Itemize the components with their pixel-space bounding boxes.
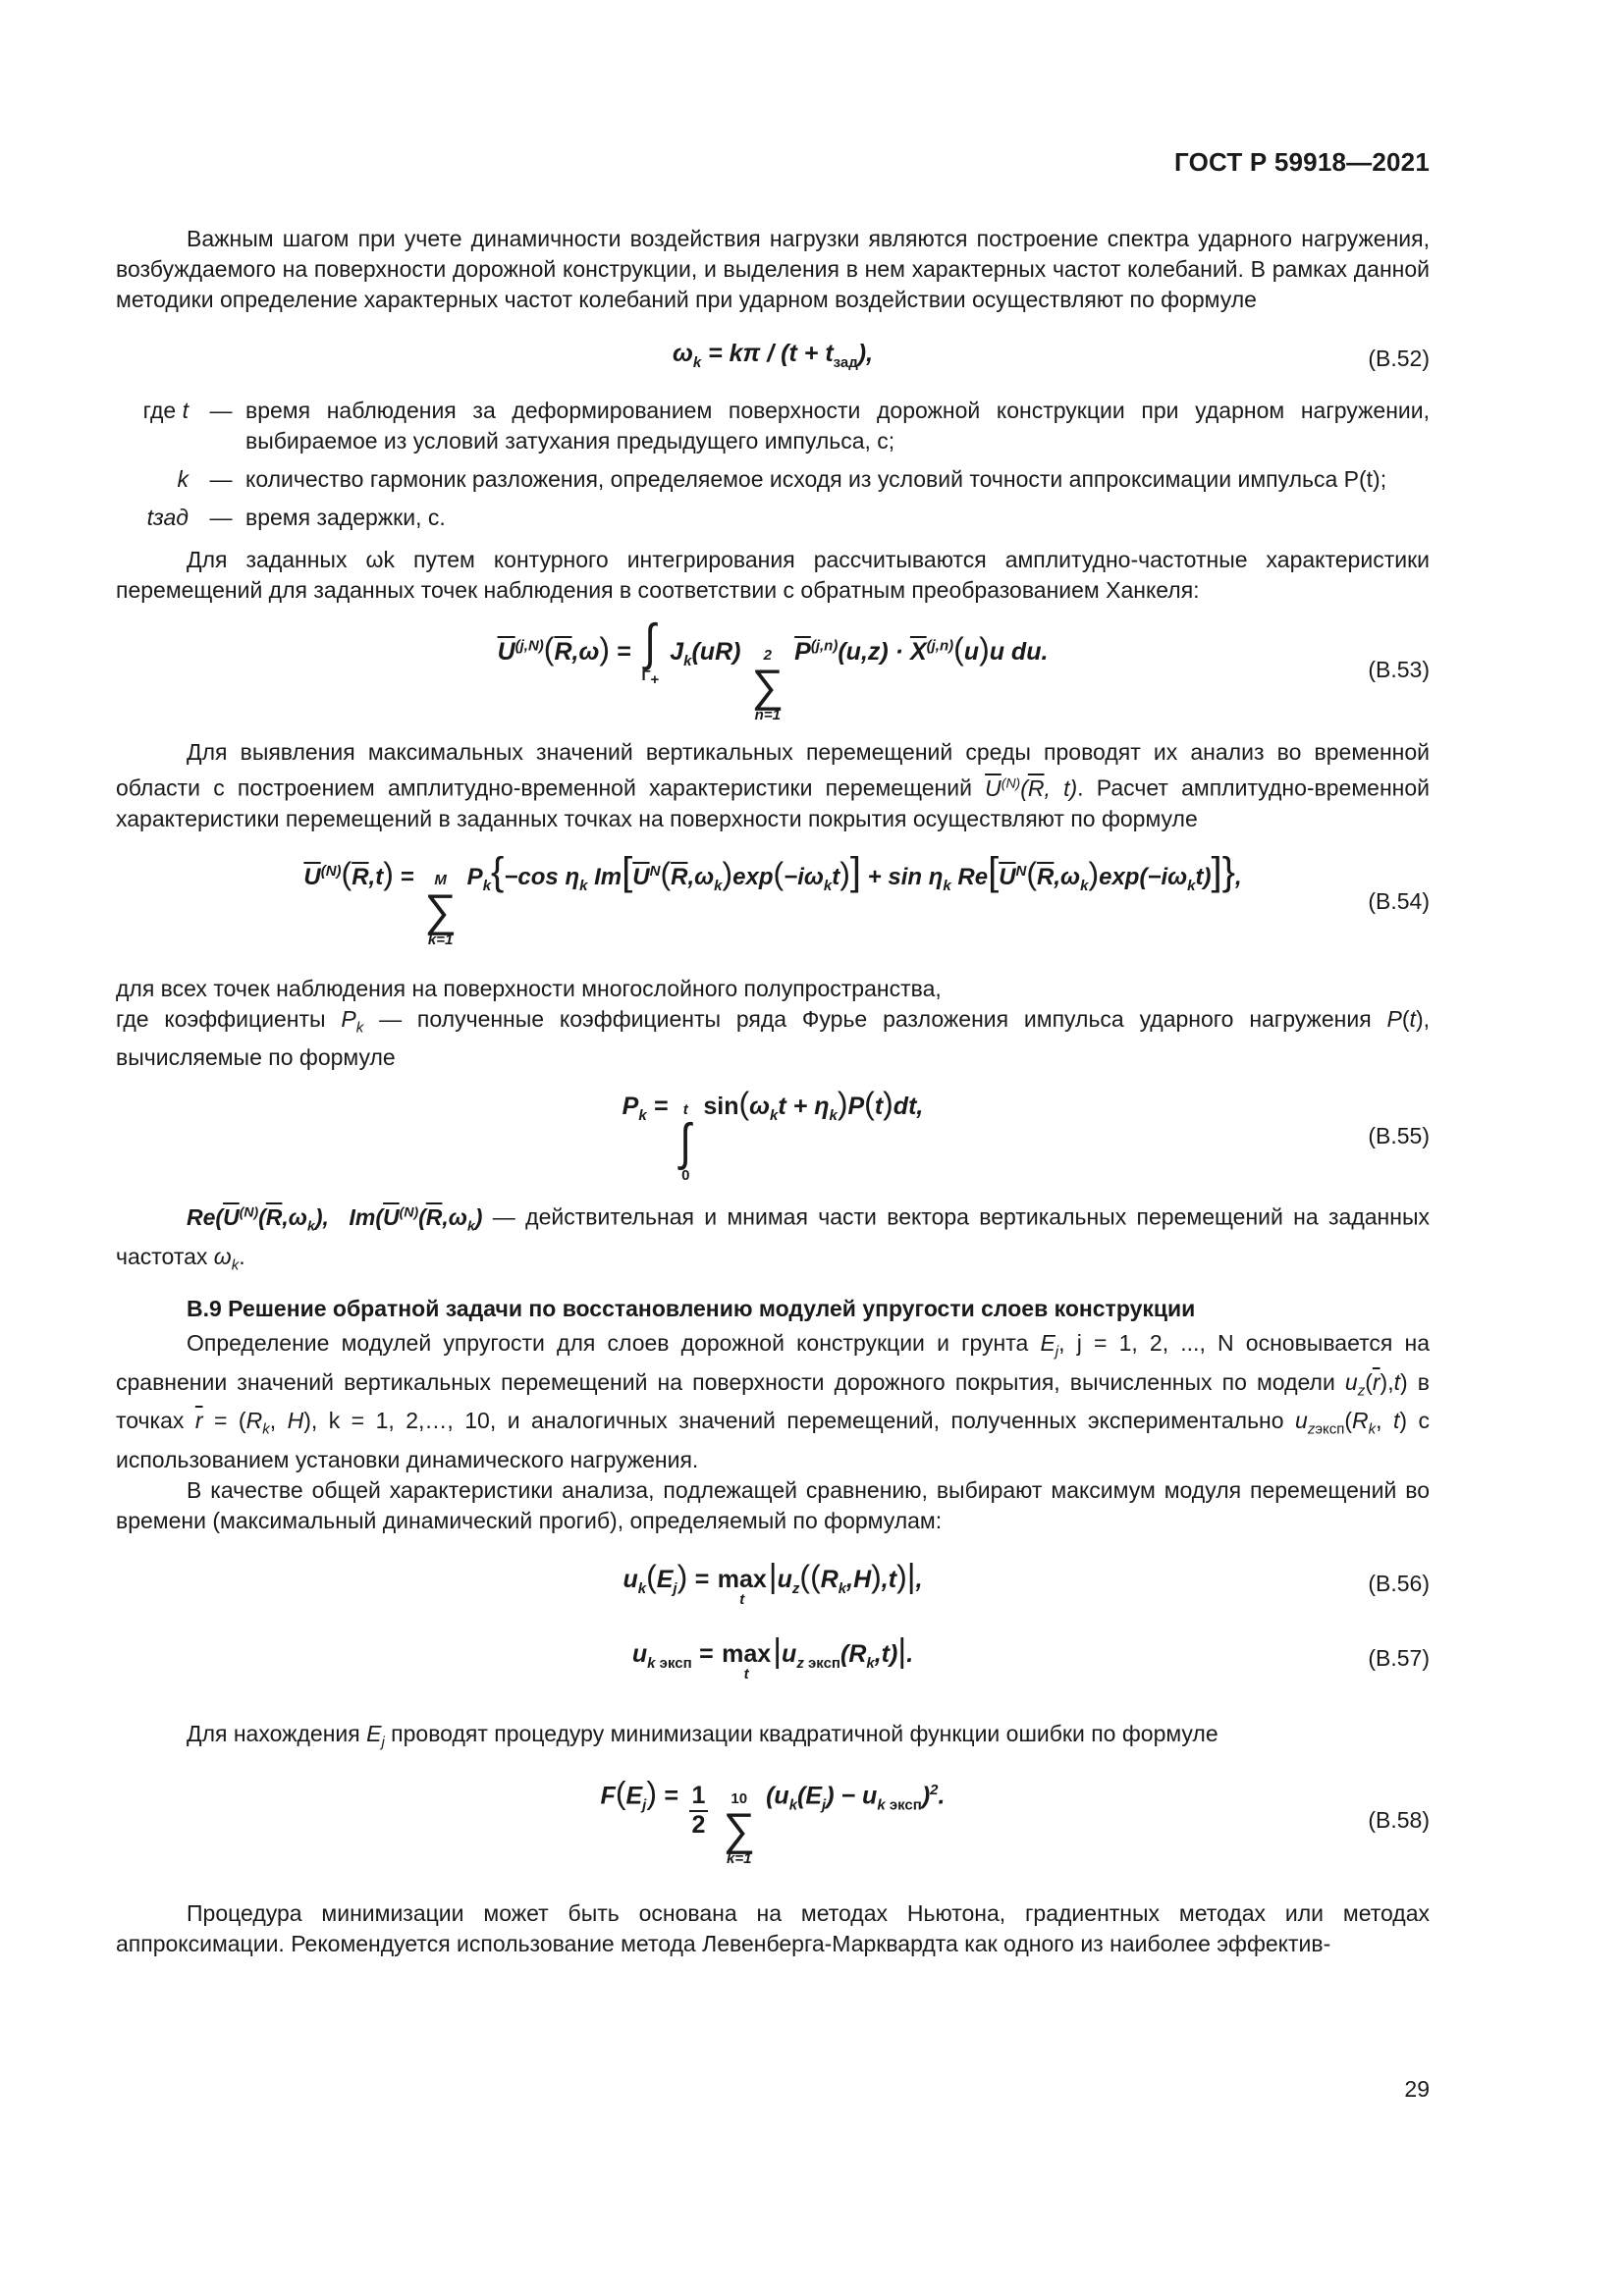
formula-b54 xyxy=(116,848,1430,956)
where-text: количество гармоник разложения, определяемое исходя из условий точности аппроксимации импульса P(t); xyxy=(245,466,1387,492)
paragraph: для всех точек наблюдения на поверхности многослойного полупространства, xyxy=(116,975,942,1001)
formula-expression: $u_{k эксп}$ = max t $|u_{z эксп}(R_k,t)|$. xyxy=(631,1631,914,1682)
where-dash: — xyxy=(209,398,233,423)
formula-b58 xyxy=(116,1771,1430,1869)
formula-expression: $F(E_j)$ = $\frac{1}{2}$ 10 ∑ k=1 $(u_k(E_j) - u_{k эксп})^2$. xyxy=(600,1775,946,1868)
formula-b53 xyxy=(116,614,1430,723)
paragraph: Для заданных ωk путем контурного интегрирования рассчитываются амплитудно-частотные характеристики перемещений для заданных точек наблюдения в соответствии с обратным преобразованием Ханкеля: xyxy=(116,547,1430,603)
paragraph: В качестве общей характеристики анализа, подлежащей сравнению, выбирают максимум модуля перемещений во времени (максимальный динамический прогиб), определяемый по формулам: xyxy=(116,1476,1430,1533)
page-body xyxy=(116,224,1430,1959)
where-dash: — xyxy=(209,466,233,492)
where-symbol: tзад xyxy=(146,505,189,530)
formula-expression: $\overline{U}^{(j,N)}(\overline{R},\omega)$ = ∫ $\Gamma_+$ $J_k(uR)$ 2 ∑ n=1 $\overline{P}^{(j,n)}(u,z) \cdot \overline{X}^{(j,n)}(u)u$ du. xyxy=(497,614,1049,723)
formula-number: (В.57) xyxy=(1368,1645,1430,1672)
paragraph: Для выявления максимальных значений вертикальных перемещений среды проводят их анализ во временной области с построением амплитудно-временной характеристики перемещений $\overline{U}^{(N)}(\overline{R}$, t). Расчет амплитудно-временной характеристики перемещений в заданных точках на поверхности покрытия осуществляют по формуле xyxy=(116,739,1430,831)
where-block xyxy=(116,396,1430,533)
formula-b56 xyxy=(116,1550,1430,1619)
section-title: В.9 Решение обратной задачи по восстановлению модулей упругости слоев конструкции xyxy=(187,1296,1196,1322)
formula-expression: $P_k$ = t ∫ 0 $\sin(\omega_kt + \eta_k)P(t)dt$, xyxy=(622,1086,924,1185)
paragraph: $Re(\overline{U}^{(N)}(\overline{R},\omega_k)$, $Im(\overline{U}^{(N)}(\overline{R},\omega_k)$ — действительная и мнимая части вектора вертикальных перемещений на заданных частотах $\omega_k$. xyxy=(116,1203,1430,1274)
where-symbol: k xyxy=(177,466,189,492)
paragraph: Важным шагом при учете динамичности воздействия нагрузки являются построение спектра ударного нагружения, возбуждаемого на поверхности дорожной конструкции, и выделения в нем характерных частот колебаний. В рамках данной методики определение характерных частот колебаний при ударном воздействии осуществляют по формуле xyxy=(116,226,1430,312)
formula-number: (В.55) xyxy=(1368,1122,1430,1148)
formula-number: (В.58) xyxy=(1368,1806,1430,1833)
paragraph: где коэффициенты $P_k$ — полученные коэффициенты ряда Фурье разложения импульса ударного нагружения P(t), вычисляемые по формуле xyxy=(116,1005,1430,1071)
paragraph: Процедура минимизации может быть основана на методах Ньютона, градиентных методах или методах аппроксимации. Рекомендуется использование метода Левенберга-Марквардта как одного из наиболее эффектив- xyxy=(116,1900,1430,1957)
standard-code: ГОСТ Р 59918—2021 xyxy=(1174,147,1430,177)
where-symbol: где t xyxy=(142,398,189,423)
where-lead: где xyxy=(142,398,177,423)
formula-expression: $\omega_k = k\pi / (t + t_{зад})$, xyxy=(672,340,874,371)
formula-expression: $\overline{U}^{(N)}(\overline{R},t)$ = M ∑ k=1 $P_k\{-\cos$ $\eta_k$ $Im[\overline{U}^N(\overline{R},\omega_k)\exp(-i\omega_kt)] + \sin \eta_k$ $Re[\overline{U}^N(\overline{R},\omega_k)\exp(-i\omega_kt)]$}, xyxy=(303,850,1242,949)
where-dash: — xyxy=(209,505,233,530)
formula-expression: $u_k(E_j)$ = max t $|u_z((R_k,H),t)|$, xyxy=(623,1557,923,1608)
formula-number: (В.54) xyxy=(1368,888,1430,915)
page-number: 29 xyxy=(1404,2076,1430,2102)
formula-number: (В.52) xyxy=(1368,345,1430,371)
paragraph: Для нахождения $E_j$ проводят процедуру минимизации квадратичной функции ошибки по формуле xyxy=(187,1720,1218,1751)
formula-number: (В.53) xyxy=(1368,656,1430,682)
formula-b52 xyxy=(116,339,1430,378)
paragraph: Определение модулей упругости для слоев дорожной конструкции и грунта $E_j$, j = 1, 2, ..., N основывается на сравнении значений вертикальных перемещений на поверхности дорожного покрытия, вычисленных по модели $u_z(\overline{r}),t$) в точках $\overline{r} = (R_k$, H), k = 1, 2,…, 10, и аналогичных значений перемещений, полученных экспериментально $u_{zэксп}(R_k$, t) с использованием установки динамического нагружения. xyxy=(116,1330,1431,1472)
where-text: время наблюдения за деформированием поверхности дорожной конструкции при ударном нагружении, выбираемое из условий затухания предыдущего импульса, с; xyxy=(245,398,1430,454)
where-text: время задержки, с. xyxy=(245,505,446,530)
formula-b57 xyxy=(116,1625,1430,1693)
formula-number: (В.56) xyxy=(1368,1571,1430,1597)
formula-b55 xyxy=(116,1087,1430,1185)
